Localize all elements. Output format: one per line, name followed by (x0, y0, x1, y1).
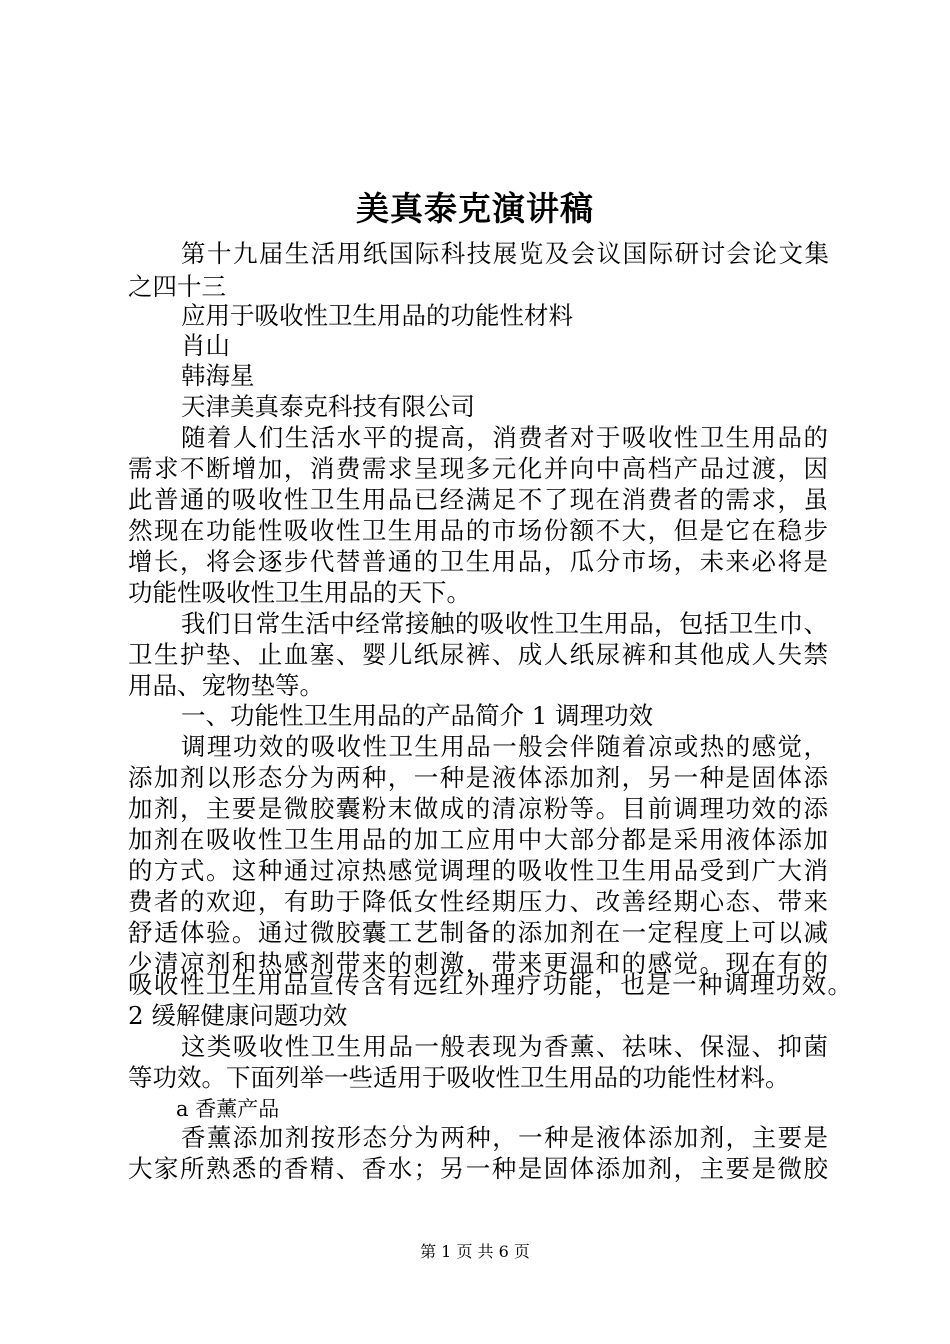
body-line: 功能性吸收性卫生用品的天下。 (128, 578, 471, 607)
subsection-heading: a 香薰产品 (176, 1097, 280, 1121)
body-line: 加剂，主要是微胶囊粉末做成的清凉粉等。目前调理功效的添 (128, 794, 828, 823)
body-line: 加剂在吸收性卫生用品的加工应用中大部分都是采用液体添加 (128, 825, 828, 854)
author-line: 肖山 (181, 331, 230, 360)
body-line: 等功效。下面列举一些适用于吸收性卫生用品的功能性材料。 (128, 1063, 790, 1092)
body-line: 之四十三 (128, 272, 226, 301)
page-footer: 第 1 页 共 6 页 (420, 1242, 530, 1261)
body-line: 增长，将会逐步代替普通的卫生用品，瓜分市场，未来必将是 (128, 547, 828, 576)
body-line: 大家所熟悉的香精、香水；另一种是固体添加剂，主要是微胶 (128, 1154, 828, 1183)
body-line: 应用于吸收性卫生用品的功能性材料 (181, 301, 573, 330)
body-line: 吸收性卫生用品宣传含有远红外理疗功能，也是一种调理功效。 (128, 970, 852, 999)
body-line: 费者的欢迎，有助于降低女性经期压力、改善经期心态、带来 (128, 887, 828, 916)
body-line: 第十九届生活用纸国际科技展览及会议国际研讨会论文集 (181, 239, 829, 268)
body-line: 此普通的吸收性卫生用品已经满足不了现在消费者的需求，虽 (128, 485, 828, 514)
author-line: 韩海星 (181, 361, 255, 390)
body-line: 这类吸收性卫生用品一般表现为香薰、祛味、保湿、抑菌 (181, 1032, 828, 1061)
body-line: 卫生护垫、止血塞、婴儿纸尿裤、成人纸尿裤和其他成人失禁 (128, 640, 828, 669)
body-line: 调理功效的吸收性卫生用品一般会伴随着凉或热的感觉， (181, 732, 828, 761)
body-line: 舒适体验。通过微胶囊工艺制备的添加剂在一定程度上可以减 (128, 918, 828, 947)
body-line: 的方式。这种通过凉热感觉调理的吸收性卫生用品受到广大消 (128, 856, 828, 885)
affiliation-line: 天津美真泰克科技有限公司 (181, 392, 475, 421)
section-heading: 一、功能性卫生用品的产品简介 1 调理功效 (181, 701, 654, 730)
section-heading: 2 缓解健康问题功效 (128, 1001, 348, 1030)
body-line: 少清凉剂和热感剂带来的刺激，带来更温和的感觉。现在有的 (128, 949, 828, 978)
body-line: 我们日常生活中经常接触的吸收性卫生用品，包括卫生巾、 (181, 609, 828, 638)
body-line: 需求不断增加，消费需求呈现多元化并向中高档产品过渡，因 (128, 454, 828, 483)
page-title: 美真泰克演讲稿 (356, 189, 594, 228)
body-line: 用品、宠物垫等。 (128, 671, 324, 700)
body-line: 香薰添加剂按形态分为两种，一种是液体添加剂，主要是 (181, 1123, 828, 1152)
body-line: 然现在功能性吸收性卫生用品的市场份额不大，但是它在稳步 (128, 516, 828, 545)
body-line: 添加剂以形态分为两种，一种是液体添加剂，另一种是固体添 (128, 763, 828, 792)
body-line: 随着人们生活水平的提高，消费者对于吸收性卫生用品的 (181, 423, 828, 452)
